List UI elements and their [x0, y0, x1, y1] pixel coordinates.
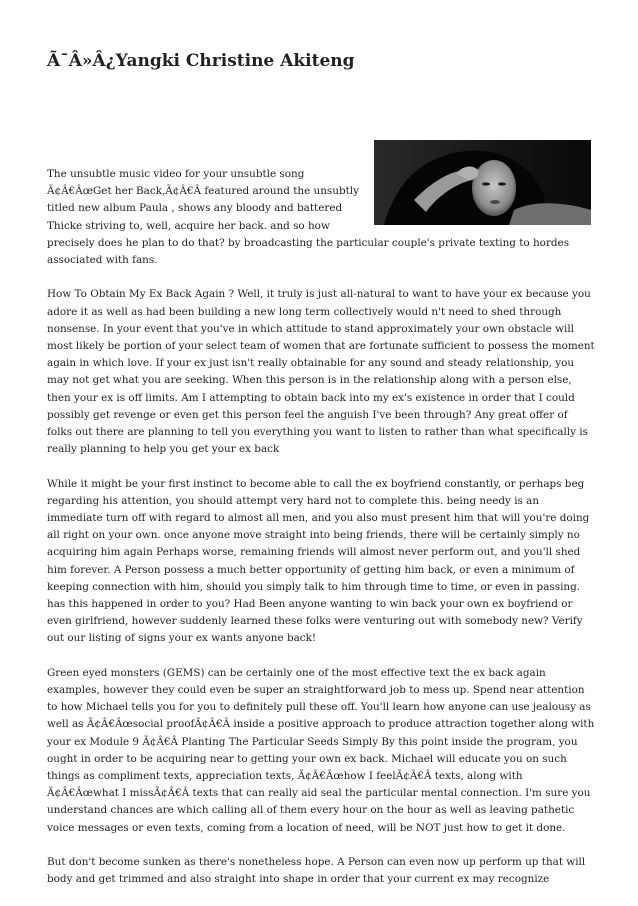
article-body — [47, 166, 595, 906]
paragraph: Green eyed monsters (GEMS) can be certainly one of the most effective text the ex back again examples, however they could even be super an straightforward job to mess up. Spend near attention to how Michael tells you for you to definitely pull these off. You'll learn how anyone can use jealousy as well as Ã¢Â€Âœsocial proofÃ¢Â€Â inside a positive approach to produce attraction together along with your ex Module 9 Ã¢Â€Â Planting The Particular Seeds Simply By this point inside the program, you ought in order to be acquiring near to getting your own ex back. Michael will educate you on such things as compliment texts, appreciation texts, Ã¢Â€Âœhow I feelÃ¢Â€Â texts, along with Ã¢Â€Âœwhat I missÃ¢Â€Â texts that can really aid seal the particular mental connection. I'm sure you understand chances are which calling all of them every hour on the hour as well as leaving pathetic voice messages or even texts, coming from a location of need, will be NOT just how to get it done. — [47, 666, 595, 834]
paragraph-intro: The unsubtle music video for your unsubtle song Ã¢Â€ÂœGet her Back,Ã¢Â€Â featured around the unsubtly titled new album Paula , shows any bloody and battered Thicke striving to, well, acquire her back. and so how — [47, 168, 359, 232]
paragraph: While it might be your first instinct to become able to call the ex boyfriend constantly, or perhaps beg regarding his attention, you should attempt very hard not to complete this. being needy is an immediate turn off with regard to almost all men, and you also must present him that will you're doing all right on your own. once anyone move straight into being friends, there will be certainly simply no acquiring him again Perhaps worse, remaining friends will almost never perform out, and you'll shed him forever. A Person possess a much better opportunity of getting him back, or even a minimum of keeping connection with him, should you simply talk to him through time to time, or even in passing. has this happened in order to you? Had Been anyone wanting to win back your own ex boyfriend or even girlfriend, however suddenly learned these folks were venturing out with somebody new? Verify out our listing of signs your ex wants anyone back! — [47, 477, 590, 645]
paragraph: But don't become sunken as there's nonetheless hope. A Person can even now up perform up that will body and get trimmed and also straight into shape in order that your current ex may recognize — [47, 856, 586, 886]
page-title: Ã¯Â»Â¿Yangki Christine Akiteng — [47, 51, 355, 71]
paragraph-intro-continued: precisely does he plan to do that? by broadcasting the particular couple's private texting to hordes associated with fans. — [47, 236, 570, 267]
paragraph: How To Obtain My Ex Back Again ? Well, it truly is just all-natural to want to have your ex because you adore it as well as had been building a new long term collectively would n't need to shed through nonsense. In your event that you've in which attitude to stand approximately your own obstacle will most likely be portion of your select team of women that are fortunate sufficient to possess the moment again in which love. If your ex just isn't really obtainable for any sound and steady relationship, you may not get what you are seeking. When this person is in the relationship along with a person else, then your ex is off limits. Am I attempting to obtain back into my ex's existence in order that I could possibly get revenge or even get this person feel the anguish I've been through? Any great offer of folks out there are planning to tell you everything you want to listen to rather than what specifically is really planning to help you get your ex back — [47, 288, 595, 456]
